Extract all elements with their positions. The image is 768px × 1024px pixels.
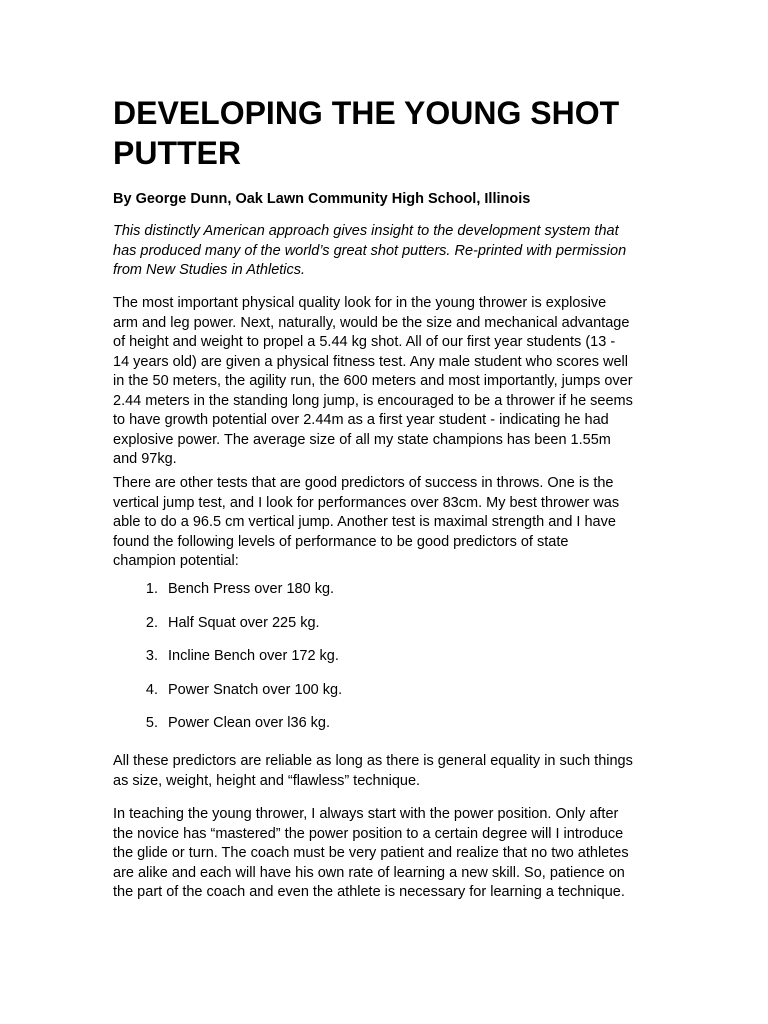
byline: By George Dunn, Oak Lawn Community High School, Illinois [113, 191, 531, 207]
list-item-text: Half Squat over 225 kg. [168, 614, 320, 631]
paragraph-line: There are other tests that are good predictors of success in throws. One is the [113, 475, 614, 491]
intro-line: has produced many of the world’s great shot putters. Re-printed with permission [113, 242, 627, 259]
paragraph-line: are alike and each will have his own rate of learning a new skill. So, patience on [113, 864, 625, 881]
paragraph-predictors [113, 474, 653, 572]
intro-paragraph [113, 222, 653, 281]
paragraph-line: arm and leg power. Next, naturally, would be the size and mechanical advantage [113, 314, 630, 331]
paragraph-line: able to do a 96.5 cm vertical jump. Another test is maximal strength and I have [113, 514, 616, 530]
paragraph-line: champion potential: [113, 553, 239, 569]
paragraph-line: the part of the coach and even the athlete is necessary for learning a technique. [113, 884, 625, 900]
paragraph-physical-quality [113, 294, 653, 470]
list-item [113, 714, 342, 748]
paragraph-line: vertical jump test, and I look for performances over 83cm. My best thrower was [113, 494, 620, 511]
paragraph-line: of height and weight to propel a 5.44 kg shot. All of our first year students (13 - [113, 334, 616, 350]
list-item [113, 681, 342, 715]
list-item-text: Incline Bench over 172 kg. [168, 648, 339, 664]
list-item-number: 1. [145, 581, 158, 597]
list-item-number: 2. [145, 614, 158, 631]
paragraph-line: to have growth potential over 2.44m as a first year student - indicating he had [113, 412, 609, 428]
intro-line: from New Studies in Athletics. [113, 262, 306, 278]
list-item [113, 580, 342, 614]
list-item [113, 647, 342, 681]
list-item-number: 3. [145, 648, 158, 664]
intro-line: This distinctly American approach gives insight to the development system that [113, 223, 619, 239]
list-item-number: 5. [145, 715, 158, 731]
paragraph-line: and 97kg. [113, 451, 177, 467]
paragraph-reliability [113, 752, 653, 791]
paragraph-line: in the 50 meters, the agility run, the 600 meters and most importantly, jumps over [113, 373, 633, 389]
list-item-text: Power Snatch over 100 kg. [168, 681, 343, 698]
list-item-number: 4. [145, 681, 158, 698]
paragraph-line: 14 years old) are given a physical fitness test. Any male student who scores well [113, 353, 629, 370]
paragraph-line: 2.44 meters in the standing long jump, is encouraged to be a thrower if he seems [113, 392, 633, 409]
paragraph-line: explosive power. The average size of all my state champions has been 1.55m [113, 431, 611, 448]
paragraph-line: the novice has “mastered” the power position to a certain degree will I introduce [113, 825, 624, 842]
paragraph-line: found the following levels of performance to be good predictors of state [113, 533, 569, 550]
document-title: DEVELOPING THE YOUNG SHOT PUTTER [113, 95, 620, 171]
paragraph-line: the glide or turn. The coach must be very patient and realize that no two athletes [113, 845, 629, 861]
paragraph-line: as size, weight, height and “flawless” technique. [113, 772, 421, 789]
paragraph-line: The most important physical quality look for in the young thrower is explosive [113, 295, 607, 311]
paragraph-line: In teaching the young thrower, I always start with the power position. Only after [113, 806, 619, 822]
list-item-text: Power Clean over l36 kg. [168, 715, 330, 731]
list-item [113, 614, 342, 648]
strength-predictors-list [113, 580, 342, 748]
paragraph-teaching [113, 805, 653, 903]
paragraph-line: All these predictors are reliable as long as there is general equality in such things [113, 753, 633, 769]
list-item-text: Bench Press over 180 kg. [168, 581, 335, 597]
